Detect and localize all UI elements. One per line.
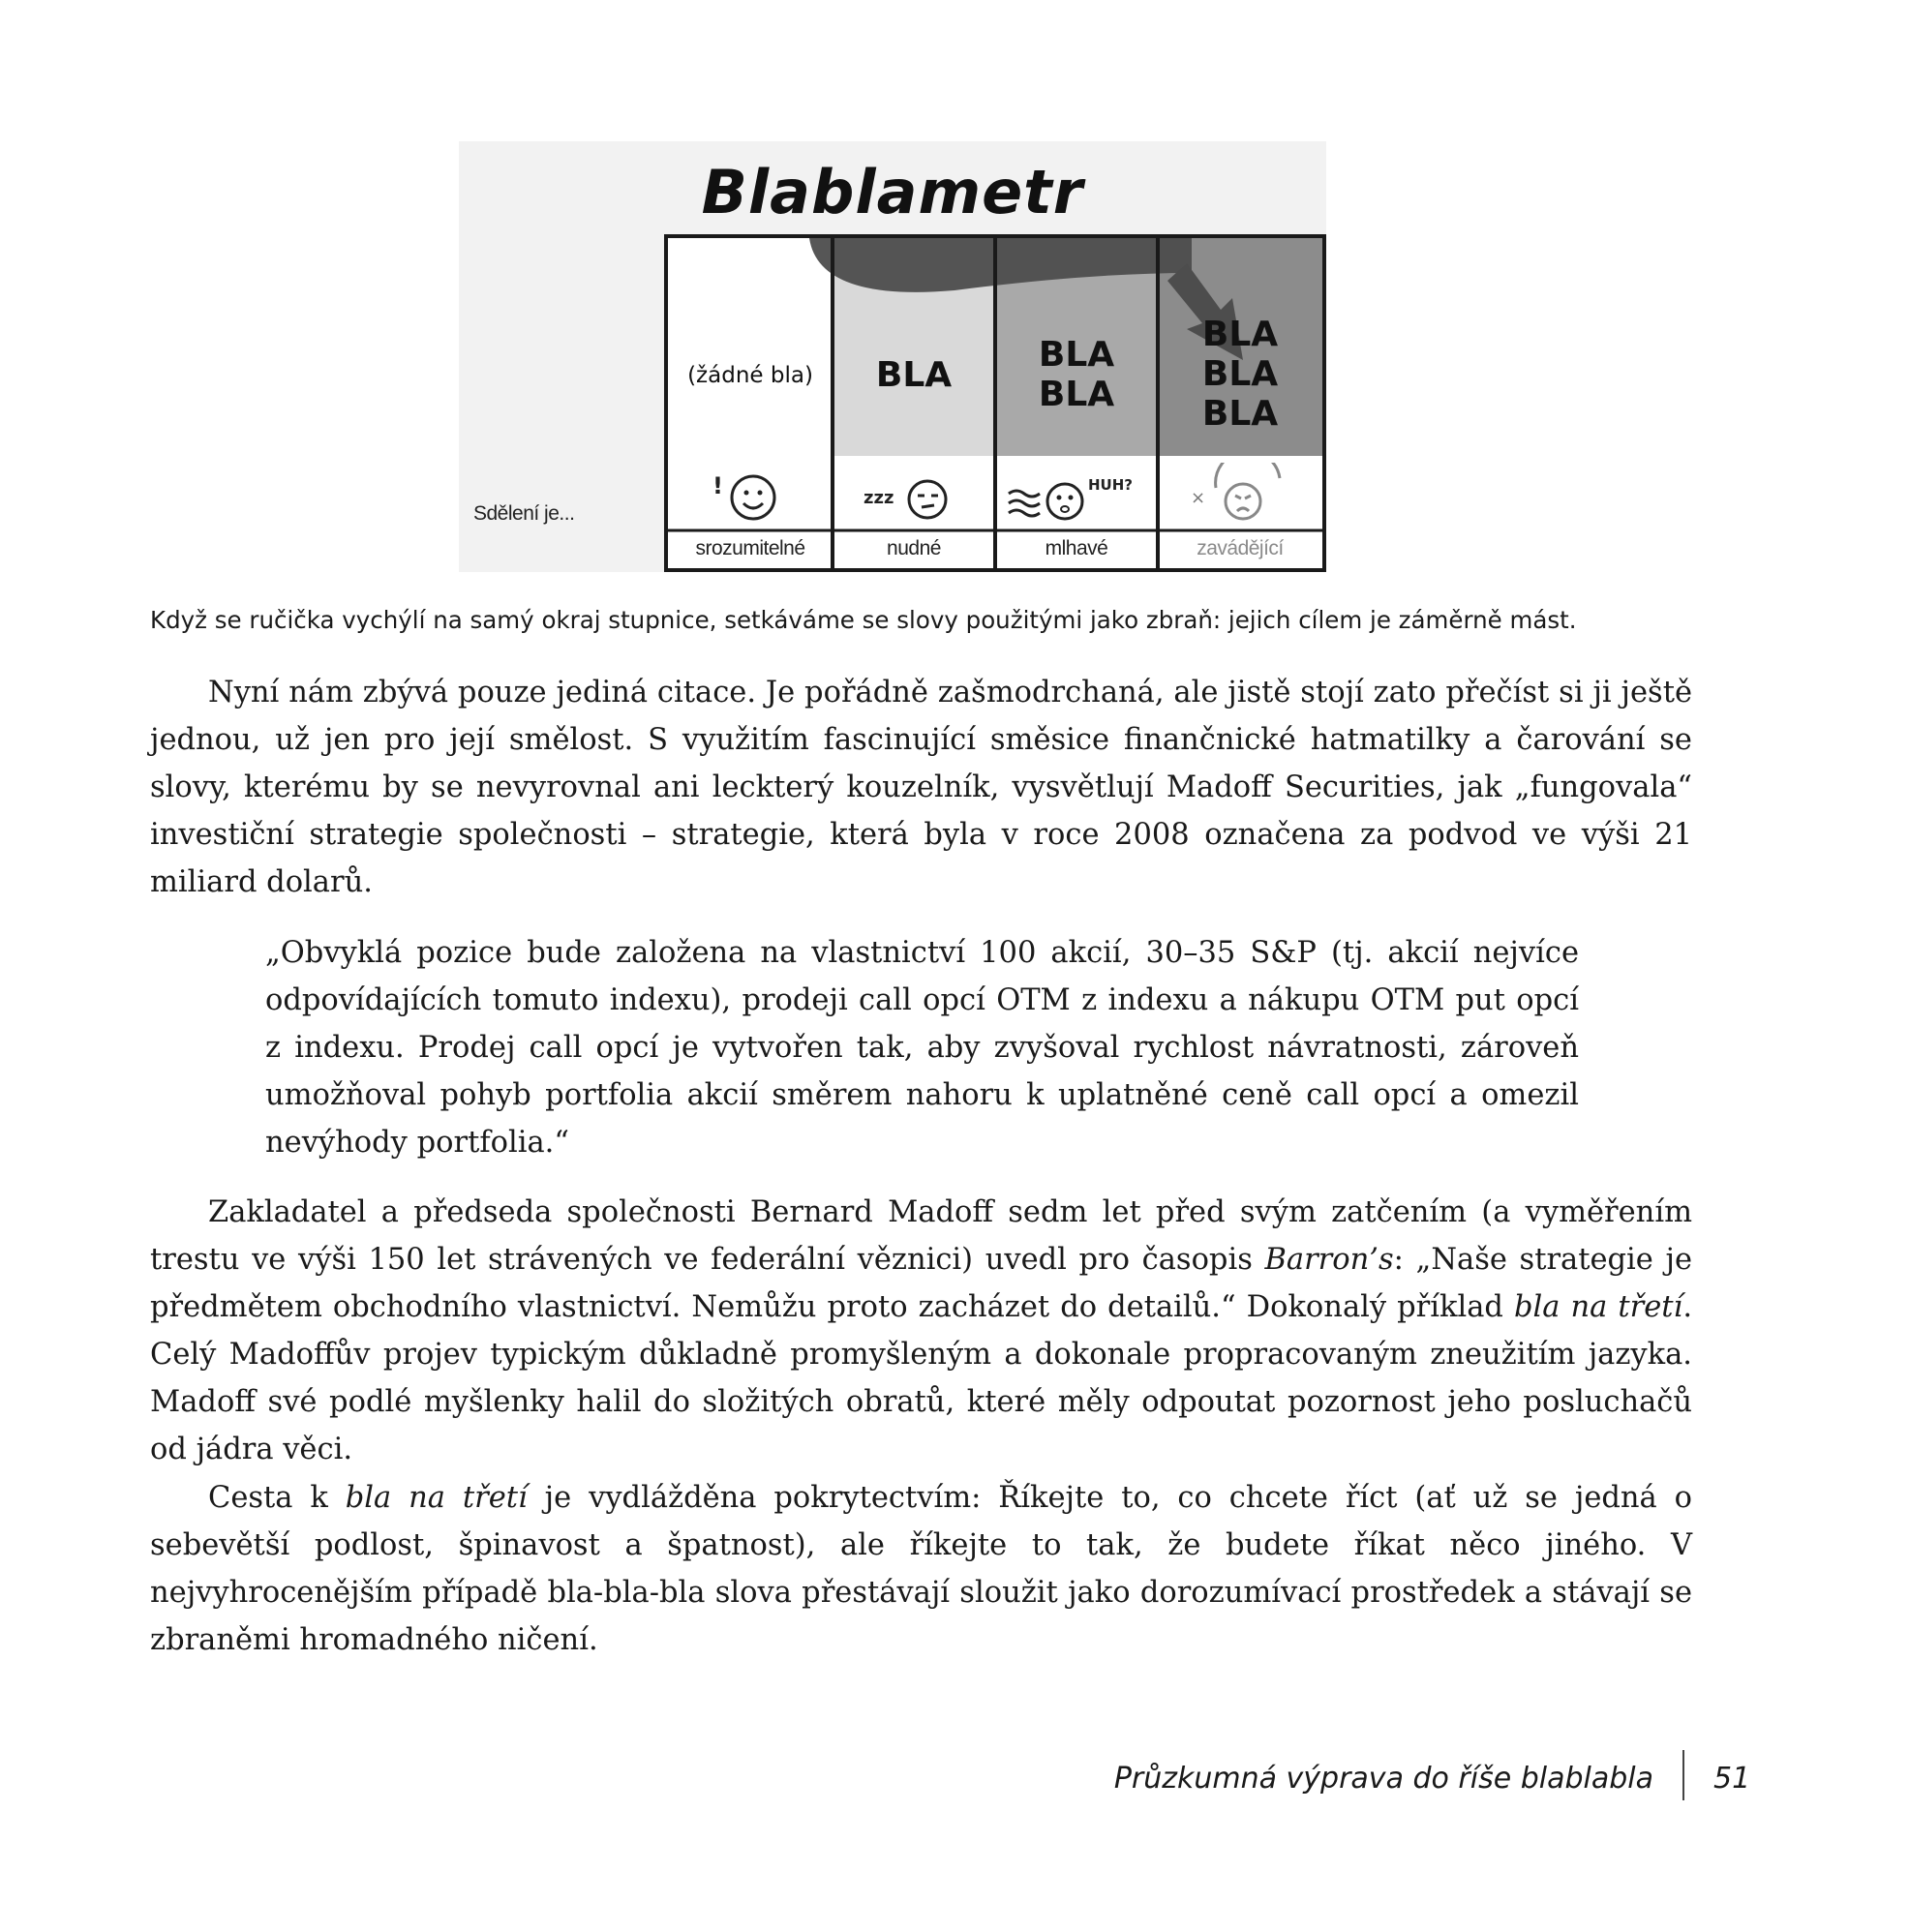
block-quote: „Obvyklá pozice bude založena na vlastnictví 100 akcií, 30–35 S&P (tj. akcií nejvíce odpovídajících tomuto indexu), prodeji call opcí OTM z indexu a nákupu OTM put opcí z indexu. Prodej call opcí je vytvořen tak, aby zvyšoval rychlost návratnosti, zároveň umožňoval pohyb portfolia akcií směrem nahoru k uplatněné ceně call opcí a omezil nevýhody portfolia.“ xyxy=(265,936,1579,1160)
paragraph-3-text: Cesta k xyxy=(208,1481,346,1515)
paragraph-3-text: je vydlážděna pokrytectvím: Říkejte to, co chcete říct (ať už se jedná o sebevětší podlost, špinavost a špatnost), ale říkejte to tak, že budete říkat něco jiného. V nejvyhrocenějším případě bla-bla-bla slova přestávají sloužit jako dorozumívací prostředek a stávají se zbraněmi hromadného ničení. xyxy=(150,1481,1693,1657)
paragraph-2-text: Zakladatel a předseda společnosti Bernard Madoff sedm let před svým zatčením (a vyměřením trestu ve výši 150 let strávených ve federální věznici) uvedl pro časopis xyxy=(150,1195,1692,1277)
panel-3-label xyxy=(995,335,1158,414)
smiling-face-icon xyxy=(703,467,800,525)
blablametr-scale xyxy=(664,234,1326,572)
panel-3-label-line: BLA xyxy=(1038,375,1115,414)
panel-1-label: (žádné bla) xyxy=(687,363,813,388)
panel-2-caption: nudné xyxy=(887,537,941,559)
footer-divider xyxy=(1682,1750,1684,1800)
confused-face-text: HUH? xyxy=(1088,476,1133,494)
paragraph-3 xyxy=(150,1474,1692,1664)
panel-4-label-line: BLA xyxy=(1201,394,1279,434)
panel-2-label: BLA xyxy=(875,355,953,395)
svg-text:×: × xyxy=(1191,488,1206,508)
sleeping-face-icon xyxy=(864,470,970,525)
panel-1-caption: srozumitelné xyxy=(695,537,805,559)
paragraph-2-text: . Celý Madoffův projev typickým důkladně promyšleným a dokonale propracovaným zneužitím jazyka. Madoff své podlé myšlenky halil do složitých obratů, které měly odpoutat pozornost jeho posluchačů od jádra věci. xyxy=(150,1290,1693,1466)
panel-3-label-line: BLA xyxy=(1038,335,1115,375)
term-bla-na-treti: bla na třetí xyxy=(345,1481,528,1515)
angry-face-icon xyxy=(1187,463,1293,525)
panel-4-caption: zavádějící xyxy=(1197,537,1284,559)
svg-text:!: ! xyxy=(712,472,723,499)
figure-side-label: Sdělení je... xyxy=(473,502,575,525)
blablametr-figure xyxy=(459,141,1326,572)
figure-caption: Když se ručička vychýlí na samý okraj stupnice, setkáváme se slovy použitými jako zbraň: jejich cílem je záměrně mást. xyxy=(150,606,1577,634)
panel-4-label xyxy=(1158,315,1322,434)
magazine-name: Barron’s xyxy=(1264,1243,1394,1277)
term-bla-na-treti: bla na třetí xyxy=(1514,1290,1683,1324)
svg-text:zzz: zzz xyxy=(864,488,894,508)
panel-4-label-line: BLA xyxy=(1201,315,1279,354)
panel-4-label-line: BLA xyxy=(1201,354,1279,394)
panel-3-caption: mlhavé xyxy=(1045,537,1108,559)
figure-title: Blablametr xyxy=(701,157,1084,227)
paragraph-2 xyxy=(150,1189,1692,1473)
page-number: 51 xyxy=(1713,1762,1751,1796)
running-footer-title: Průzkumná výprava do říše blablabla xyxy=(1113,1762,1653,1796)
paragraph-2-text: : „Naše strategie je předmětem obchodního vlastnictví. Nemůžu proto zacházet do detailů.“ Dokonalý příklad xyxy=(150,1243,1692,1324)
panel-1-bg xyxy=(668,238,833,456)
confused-face-icon xyxy=(1005,465,1150,523)
paragraph-1: Nyní nám zbývá pouze jediná citace. Je pořádně zašmodrchaná, ale jistě stojí zato přečíst si ji ještě jednou, už jen pro její smělost. S využitím fascinující směsice finančnické hatmatilky a čarování se slovy, kterému by se nevyrovnal ani leckterý kouzelník, vysvětlují Madoff Securities, jak „fungovala“ investiční strategie společnosti – strategie, která byla v roce 2008 označena za podvod ve výši 21 miliard dolarů. xyxy=(150,676,1692,899)
